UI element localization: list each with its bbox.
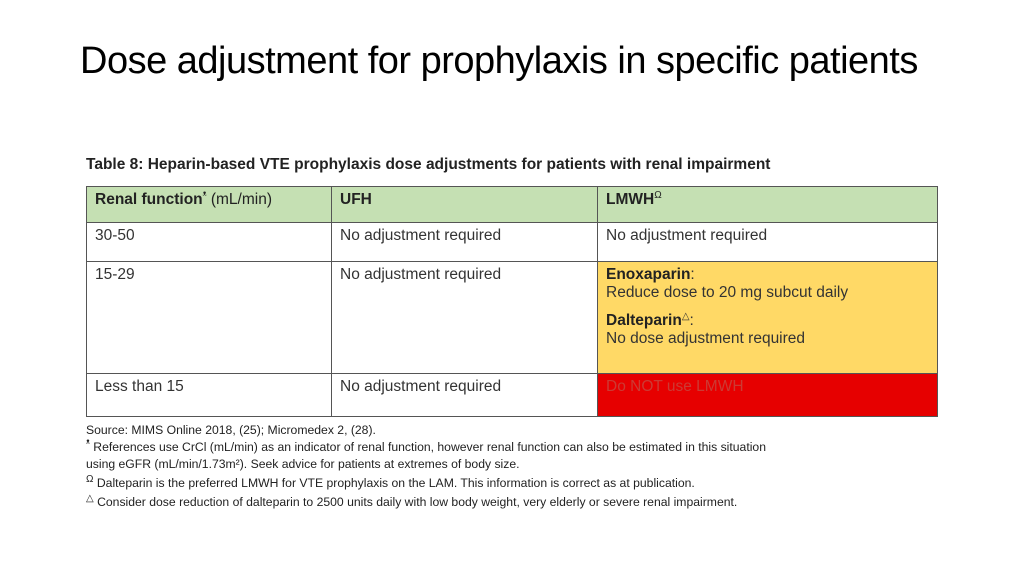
cell-ufh: No adjustment required <box>332 223 598 262</box>
dalteparin-instruction: No dose adjustment required <box>606 330 806 347</box>
enoxaparin-instruction: Reduce dose to 20 mg subcut daily <box>606 284 849 301</box>
table-row <box>87 262 938 374</box>
source-note: Source: MIMS Online 2018, (25); Micromedex 2, (28). <box>86 423 376 437</box>
header-lmwh <box>598 187 938 223</box>
footnote-text: Dalteparin is the preferred LMWH for VTE prophylaxis on the LAM. This information is correct as at publication. <box>93 476 695 490</box>
footnote-dalteparin <box>86 494 946 511</box>
footnote-mark: ᵜ <box>86 437 90 449</box>
table-row <box>87 374 938 417</box>
footnote-text: Consider dose reduction of dalteparin to 2500 units daily with low body weight, very elderly or severe renal impairment. <box>93 495 738 509</box>
footnote-lmwh <box>86 475 946 492</box>
renal-footnote-mark: ᵜ <box>202 189 207 201</box>
header-renal-unit: (mL/min) <box>206 191 272 208</box>
header-ufh: UFH <box>332 187 598 223</box>
footnote-text: References use CrCl (mL/min) as an indicator of renal function, however renal function can also be estimated in this situation <box>89 440 766 454</box>
cell-renal: 30-50 <box>87 223 332 262</box>
header-renal-label: Renal function <box>95 191 203 208</box>
enoxaparin-label: Enoxaparin <box>606 266 691 283</box>
table-row <box>87 223 938 262</box>
dalteparin-label: Dalteparin <box>606 312 682 329</box>
dalteparin-colon: : <box>689 312 694 329</box>
header-lmwh-label: LMWH <box>606 191 655 208</box>
slide-title: Dose adjustment for prophylaxis in specific patients <box>80 40 918 82</box>
lmwh-footnote-mark: Ω <box>654 189 662 201</box>
cell-lmwh-contraindicated: Do NOT use LMWH <box>598 374 938 417</box>
cell-renal: 15-29 <box>87 262 332 374</box>
footnote-mark: △ <box>86 492 94 504</box>
cell-renal: Less than 15 <box>87 374 332 417</box>
footnote-renal <box>86 439 946 456</box>
dalteparin-footnote-mark: △ <box>681 310 690 322</box>
cell-ufh: No adjustment required <box>332 262 598 374</box>
cell-lmwh: No adjustment required <box>598 223 938 262</box>
footnote-mark: Ω <box>86 473 94 485</box>
header-renal-function <box>87 187 332 223</box>
footnote-renal-continued: using eGFR (mL/min/1.73m²). Seek advice for patients at extremes of body size. <box>86 457 520 471</box>
table-header-row <box>87 187 938 223</box>
enoxaparin-colon: : <box>690 266 695 283</box>
cell-lmwh-adjust <box>598 262 938 374</box>
table-footnotes <box>86 422 946 511</box>
table-caption: Table 8: Heparin-based VTE prophylaxis dose adjustments for patients with renal impairment <box>86 156 771 173</box>
renal-dose-table <box>86 186 938 417</box>
cell-ufh: No adjustment required <box>332 374 598 417</box>
